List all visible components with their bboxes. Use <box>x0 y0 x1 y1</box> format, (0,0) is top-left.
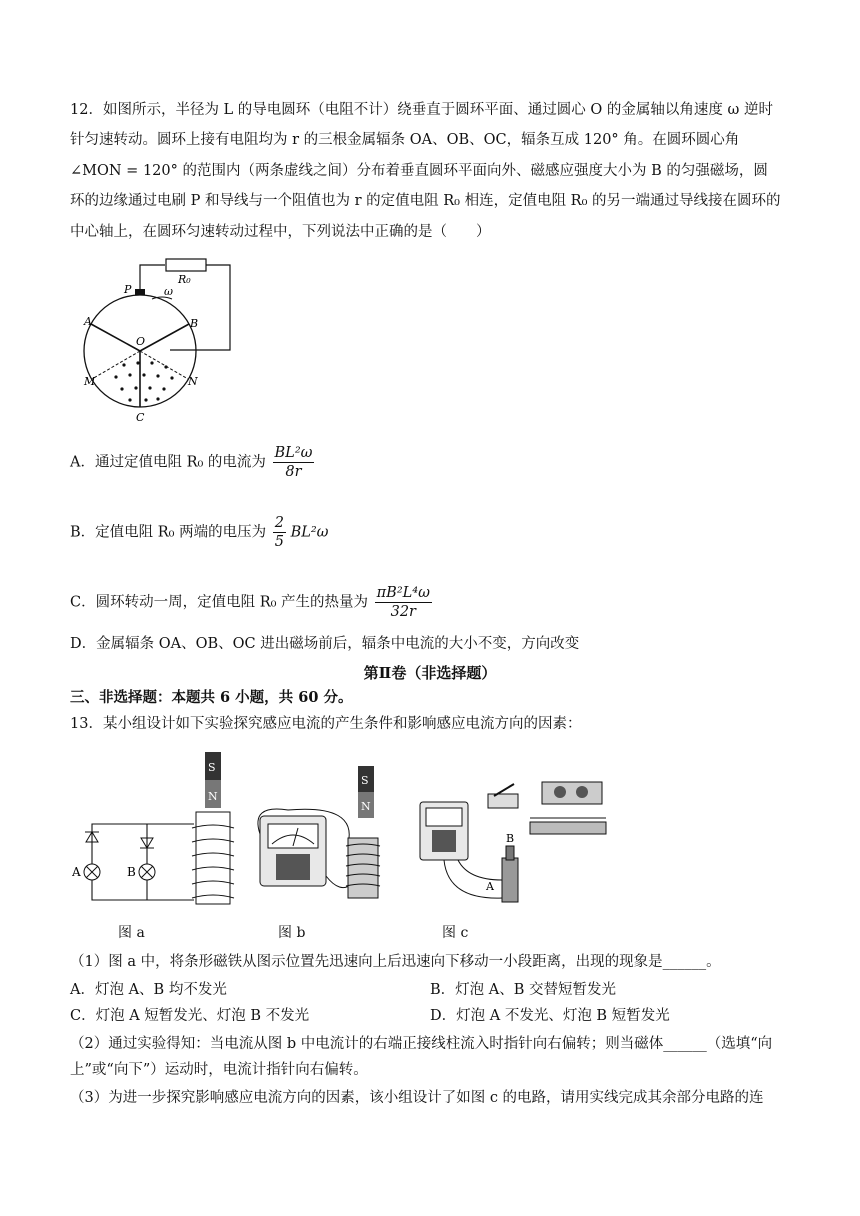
section-title: 第Ⅱ卷（非选择题） <box>363 664 497 682</box>
section-heading: 三、非选择题：本题共 6 小题，共 60 分。 <box>70 689 353 706</box>
q13-part1-option-a: A．灯泡 A、B 均不发光 <box>70 982 227 998</box>
label-p: P <box>124 283 132 296</box>
label-a: A <box>84 315 92 328</box>
caption-fig-a: 图 a <box>118 925 145 941</box>
label-m: M <box>84 375 96 388</box>
q13-part1-option-c: C．灯泡 A 短暂发光、灯泡 B 不发光 <box>70 1008 310 1024</box>
caption-fig-b: 图 b <box>278 925 306 941</box>
label-o: O <box>136 335 146 348</box>
label-r0: R₀ <box>178 273 191 286</box>
battery <box>542 782 602 804</box>
coil-b <box>506 846 514 860</box>
caption-fig-c: 图 c <box>442 925 469 941</box>
q12-stem-line-5: 中心轴上，在圆环匀速转动过程中，下列说法中正确的是（ ） <box>70 224 491 240</box>
label-n-a: N <box>208 790 218 803</box>
q13-part2-line-1: （2）通过实验得知：当电流从图 b 中电流计的右端正接线柱流入时指针向右偏转；则当磁体______（选填“向 <box>70 1036 773 1052</box>
q12-stem-line-1: 12．如图所示，半径为 L 的导电圆环（电阻不计）绕垂直于圆环平面、通过圆心 O 的金属轴以角速度 ω 逆时 <box>70 102 773 118</box>
q12-ring-figure <box>80 255 250 425</box>
q12-stem-line-4: 环的边缘通过电刷 P 和导线与一个阻值也为 r 的定值电阻 R₀ 相连，定值电阻 R₀ 的另一端通过导线接在圆环的 <box>70 193 781 209</box>
label-omega: ω <box>164 285 173 298</box>
q13-stem: 13．某小组设计如下实验探究感应电流的产生条件和影响感应电流方向的因素： <box>70 716 582 732</box>
label-n-b: N <box>361 800 371 813</box>
q12-option-d: D．金属辐条 OA、OB、OC 进出磁场前后，辐条中电流的大小不变，方向改变 <box>70 636 580 652</box>
label-n: N <box>188 375 198 388</box>
q13-figure-c <box>418 770 618 910</box>
label-s-b: S <box>361 774 369 787</box>
label-coil-b: B <box>506 832 515 845</box>
q13-figure-b <box>248 764 398 912</box>
q13-figure-a <box>72 750 247 910</box>
coil-a <box>502 858 518 902</box>
label-lamp-b: B <box>127 865 136 879</box>
q13-part3: （3）为进一步探究影响感应电流方向的因素，该小组设计了如图 c 的电路，请用实线完成其余部分电路的连 <box>70 1090 764 1106</box>
q13-part1-option-d: D．灯泡 A 不发光、灯泡 B 短暂发光 <box>430 1008 670 1024</box>
label-c: C <box>136 411 145 424</box>
label-lamp-a: A <box>72 865 81 879</box>
q12-option-a: A．通过定值电阻 R₀ 的电流为 $\frac{\text{BL²ω}}{8r}$ <box>70 445 313 480</box>
q13-part2-line-2: 上”或“向下”）运动时，电流计指针向右偏转。 <box>70 1062 368 1078</box>
resistor-r0 <box>166 259 206 271</box>
q13-part1-option-b: B．灯泡 A、B 交替短暂发光 <box>430 982 616 998</box>
q12-stem-line-3: ∠MON = 120° 的范围内（两条虚线之间）分布着垂直圆环平面向外、磁感应强度大小为 B 的匀强磁场，圆 <box>70 163 768 179</box>
q12-option-c: C．圆环转动一周，定值电阻 R₀ 产生的热量为 $\frac{\text{πB²L⁴ω}}{32r}$ <box>70 585 430 620</box>
label-b: B <box>190 317 199 330</box>
magnetic-field-dots <box>114 361 173 401</box>
rheostat <box>530 822 606 834</box>
q12-option-b: B．定值电阻 R₀ 两端的电压为 $\frac{2}{5}$ BL²ω <box>70 515 329 550</box>
q13-part1: （1）图 a 中，将条形磁铁从图示位置先迅速向上后迅速向下移动一小段距离，出现的现象是______。 <box>70 954 721 970</box>
label-coil-a: A <box>486 880 494 893</box>
label-s-a: S <box>208 761 216 774</box>
brush-p <box>135 289 145 295</box>
switch <box>488 794 518 808</box>
q12-stem-line-2: 针匀速转动。圆环上接有电阻均为 r 的三根金属辐条 OA、OB、OC，辐条互成 120° 角。在圆环圆心角 <box>70 132 740 148</box>
